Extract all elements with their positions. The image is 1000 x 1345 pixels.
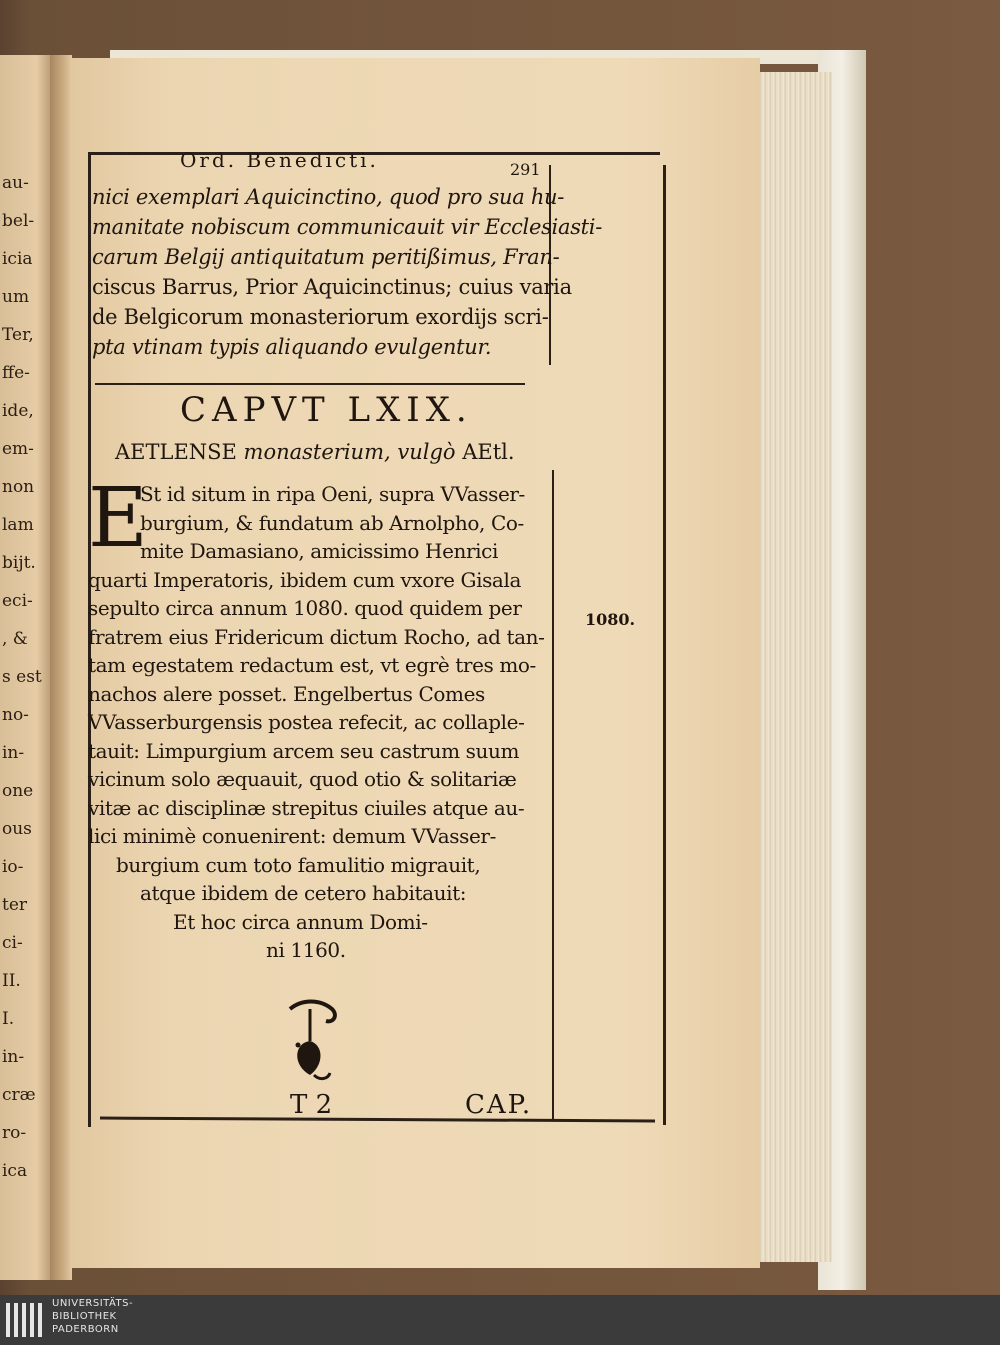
left-page-fragment: icia xyxy=(2,249,33,269)
left-page-fragment: II. xyxy=(2,971,21,991)
library-name-line2: BIBLIOTHEK xyxy=(52,1311,117,1322)
signature-mark: T 2 xyxy=(290,1090,333,1120)
preceding-line: de Belgicorum monasteriorum exordijs scri- xyxy=(92,305,549,329)
left-page-fragment: eci- xyxy=(2,591,33,611)
left-page-fragment: io- xyxy=(2,857,24,877)
preceding-line: manitate nobiscum communicauit vir Ecclesiasti- xyxy=(92,215,603,239)
left-page-fragment: in- xyxy=(2,743,25,763)
library-logo-icon xyxy=(4,1299,46,1341)
left-page-fragment: ica xyxy=(2,1161,28,1181)
subtitle-roman-b: AEtl. xyxy=(462,440,515,464)
catchword: CAP. xyxy=(465,1090,533,1120)
chapter-subtitle xyxy=(115,440,515,464)
chapter-separator-rule xyxy=(95,383,525,385)
library-name-line3: PADERBORN xyxy=(52,1324,119,1335)
frame-right-rule xyxy=(663,165,666,1125)
body-line: tam egestatem redactum est, vt egrè tres mo- xyxy=(88,653,536,677)
left-page-fragment: one xyxy=(2,781,34,801)
left-page-fragment: I. xyxy=(2,1009,15,1029)
left-page-fragment: non xyxy=(2,477,35,497)
body-line: fratrem eius Fridericum dictum Rocho, ad tan- xyxy=(88,624,545,649)
left-page-fragment: ter xyxy=(2,895,28,915)
left-page-fragment: no- xyxy=(2,705,29,725)
left-page-fragment: um xyxy=(2,287,30,307)
margin-note-year: 1080. xyxy=(585,610,636,629)
body-line: vicinum solo æquauit, quod otio & solitariæ xyxy=(88,767,517,791)
left-page-fragment: bel- xyxy=(2,211,35,231)
left-page-fragment: au- xyxy=(2,173,29,193)
body-line: mite Damasiano, amicissimo Henrici xyxy=(140,539,498,563)
left-page-fragment: s est xyxy=(2,667,42,687)
left-page-fragment: , & xyxy=(2,629,28,649)
preceding-line: ciscus Barrus, Prior Aquicinctinus; cuius varia xyxy=(92,275,572,299)
frame-inner-rule-lower xyxy=(552,470,554,1120)
running-head: Ord. Benedicti. xyxy=(180,148,379,172)
left-page-fragment: in- xyxy=(2,1047,25,1067)
body-line: tauit: Limpurgium arcem seu castrum suum xyxy=(88,738,520,763)
body-line: lici minimè conuenirent: demum VVasser- xyxy=(88,824,496,848)
left-page-fragment: cræ xyxy=(2,1085,36,1105)
body-line: sepulto circa annum 1080. quod quidem per xyxy=(88,596,522,620)
body-line: St id situm in ripa Oeni, supra VVasser- xyxy=(140,482,525,506)
body-line: ni 1160. xyxy=(266,938,346,962)
preceding-line: carum Belgij antiquitatum peritißimus, Fran- xyxy=(92,245,560,269)
left-page-fragment: em- xyxy=(2,439,34,459)
body-line: vitæ ac disciplinæ strepitus ciuiles atque au- xyxy=(88,795,525,820)
page-number: 291 xyxy=(510,160,541,179)
preceding-line: nici exemplari Aquicinctino, quod pro sua hu- xyxy=(92,185,565,209)
left-page-fragment: ous xyxy=(2,819,32,839)
body-line: burgium, & fundatum ab Arnolpho, Co- xyxy=(140,510,524,535)
body-line: quarti Imperatoris, ibidem cum vxore Gisala xyxy=(88,567,521,592)
tailpiece-ornament-icon xyxy=(280,995,350,1085)
left-page-fragment: lam xyxy=(2,515,34,535)
left-page-fragment: ro- xyxy=(2,1123,27,1143)
left-page-fragment: ci- xyxy=(2,933,23,953)
left-page-fragment: ide, xyxy=(2,401,34,421)
left-page-fragment: ffe- xyxy=(2,363,30,383)
chapter-title: CAPVT LXIX. xyxy=(180,390,473,430)
left-page-fragment: Ter, xyxy=(2,325,34,345)
body-line: Et hoc circa annum Domi- xyxy=(173,909,428,934)
left-page-fragment: bijt. xyxy=(2,553,36,573)
body-line: VVasserburgensis postea refecit, ac collaple- xyxy=(88,710,525,734)
drop-cap: E xyxy=(88,471,148,566)
preceding-line: pta vtinam typis aliquando evulgentur. xyxy=(92,335,492,359)
book-gutter xyxy=(50,55,72,1280)
subtitle-italic: monasterium, vulgò xyxy=(243,440,463,464)
left-facing-page xyxy=(0,55,52,1280)
library-name-line1: UNIVERSITÄTS- xyxy=(52,1298,134,1309)
body-line: nachos alere posset. Engelbertus Comes xyxy=(88,681,485,706)
subtitle-roman-a: AETLENSE xyxy=(115,440,244,464)
body-line: burgium cum toto famulitio migrauit, xyxy=(116,852,481,877)
library-banner xyxy=(0,1295,1000,1345)
body-line: atque ibidem de cetero habitauit: xyxy=(140,881,467,905)
